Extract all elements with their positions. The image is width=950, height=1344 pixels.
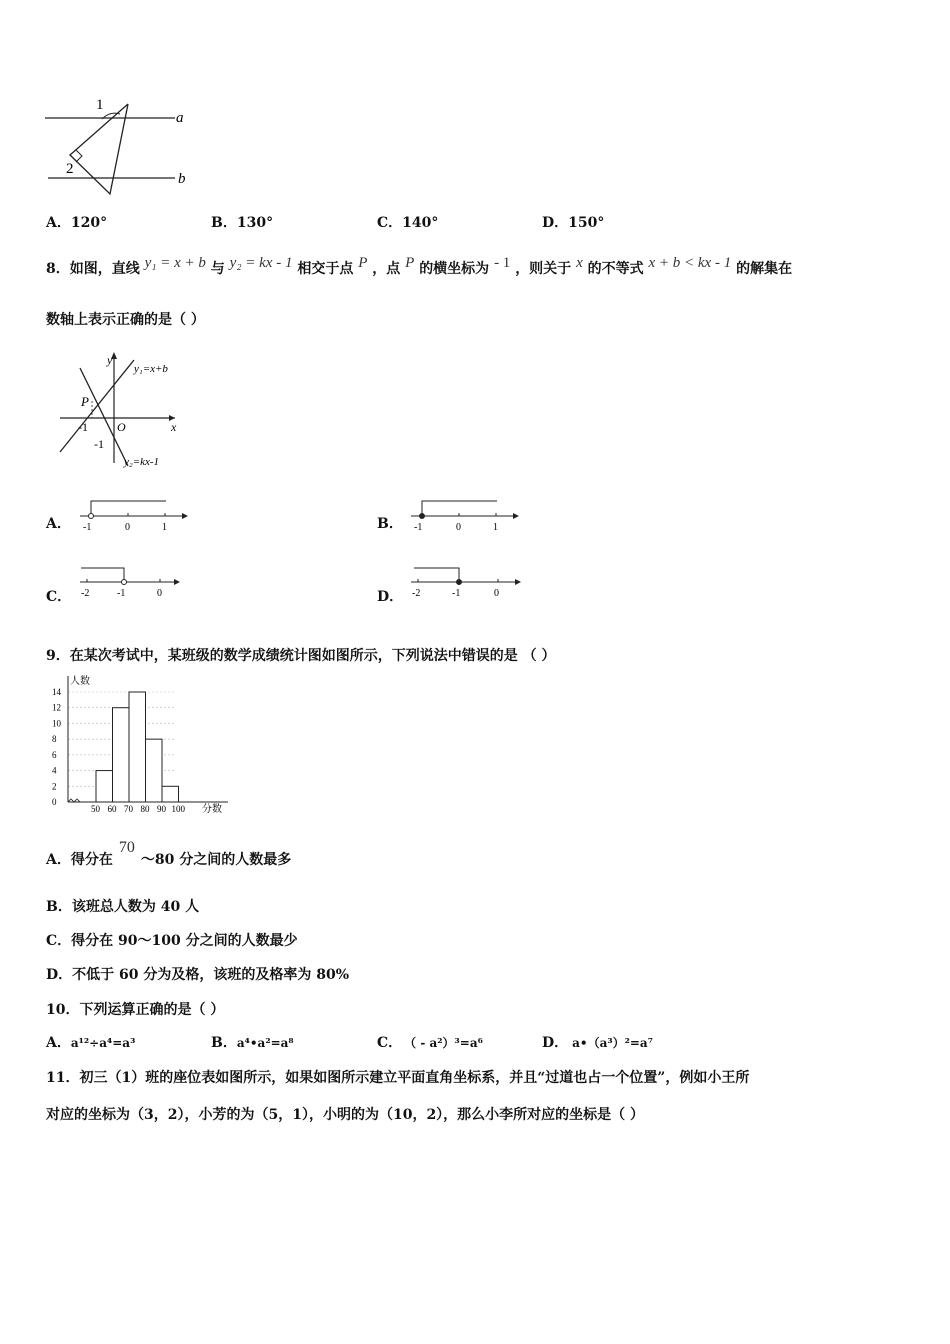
option-text: A．得分在	[46, 852, 113, 868]
y-label: y	[107, 353, 113, 367]
q10-option-a[interactable]	[46, 1032, 135, 1052]
line-b-label: b	[178, 171, 186, 187]
q8-text: 与	[210, 261, 225, 277]
q10-option-b[interactable]	[211, 1032, 294, 1052]
q7-option-d[interactable]	[542, 212, 604, 232]
x-tick-label: 90	[157, 804, 166, 814]
option-letter: D．	[542, 215, 569, 231]
q8-numberline-a	[76, 496, 196, 536]
y-tick-label: 0	[52, 797, 57, 807]
q9-option-a[interactable]	[46, 839, 292, 869]
q8-neg-one: - 1	[494, 255, 511, 271]
tick-label: -2	[81, 588, 90, 599]
q8-text: ，点	[372, 261, 401, 277]
histogram-bar	[129, 692, 146, 802]
y-tick-label: 4	[52, 765, 57, 776]
q10-question: 10．下列运算正确的是（ ）	[46, 1002, 225, 1018]
q7-option-b[interactable]	[211, 212, 273, 232]
tick-label: 0	[125, 522, 130, 533]
line-a-label: a	[176, 110, 184, 126]
q8-option-d[interactable]: D．	[377, 589, 404, 605]
option-text: （ - a²）³=a⁶	[410, 1036, 483, 1050]
q8-numberline-d	[407, 564, 527, 604]
q11-question-line1: 11．初三（1）班的座位表如图所示，如果如图所示建立平面直角坐标系，并且“过道也占一个位置”，例如小王所	[46, 1070, 750, 1086]
q7-figure	[40, 92, 200, 202]
option-letter: B．	[211, 1035, 237, 1051]
x-minus-one: -1	[78, 420, 88, 434]
q8-text: 相交于点	[297, 261, 354, 277]
option-text: 130°	[236, 215, 274, 231]
option-text: 150°	[568, 215, 605, 231]
option-letter: C．	[377, 215, 403, 231]
eq-bot-label: y₂=kx-1	[124, 456, 160, 468]
q8-graph	[50, 348, 200, 473]
x-tick-label: 70	[124, 804, 133, 814]
angle1-label: 1	[96, 97, 104, 113]
x-tick-label: 50	[91, 804, 100, 814]
histogram-bar	[96, 771, 113, 802]
option-letter: A．	[46, 215, 71, 231]
histogram-bar	[113, 708, 130, 802]
option-text: a⁴•a²=a⁸	[236, 1036, 294, 1050]
tick-label: -2	[412, 588, 421, 599]
q9-option-c[interactable]: C．得分在 90～100 分之间的人数最少	[46, 933, 298, 949]
closed-point	[457, 580, 462, 585]
q8-question-line2: 数轴上表示正确的是（ ）	[46, 312, 205, 328]
option-letter: B．	[211, 215, 237, 231]
q8-point-p: P	[405, 255, 415, 271]
tick-label: -1	[83, 522, 92, 533]
q9-question: 9．在某次考试中，某班级的数学成绩统计图如图所示，下列说法中错误的是 （ ）	[46, 648, 556, 664]
option-text: a•（a³）²=a⁷	[572, 1036, 653, 1050]
q8-numberline-c	[76, 564, 196, 604]
q8-point-p: P	[358, 255, 368, 271]
q8-inequality: x + b < kx - 1	[648, 255, 732, 271]
q9-histogram	[46, 672, 236, 820]
option-letter: C．	[377, 1035, 403, 1051]
tick-label: -1	[414, 522, 423, 533]
line-y2	[80, 368, 128, 466]
y-tick-label: 2	[52, 781, 57, 792]
eq-top-label: y₁=x+b	[134, 363, 168, 375]
q8-option-c[interactable]: C．	[46, 589, 72, 605]
x-tick-label: 100	[171, 804, 185, 814]
q11-question-line2: 对应的坐标为（3，2），小芳的为（5，1），小明的为（10，2），那么小李所对应的坐标是（ ）	[46, 1107, 645, 1123]
tick-label: 1	[493, 522, 498, 533]
q8-text: ，则关于	[515, 261, 572, 277]
q10-option-d[interactable]	[542, 1032, 653, 1052]
y-tick-label: 8	[52, 734, 57, 745]
q7-option-a[interactable]	[46, 212, 107, 232]
y-axis-label: 人数	[70, 676, 90, 687]
option-letter: A．	[46, 1035, 71, 1051]
x-tick-label: 60	[107, 804, 117, 814]
tick-label: -1	[452, 588, 461, 599]
q8-text: 8．如图，直线	[46, 261, 140, 277]
histogram-bar	[162, 786, 179, 802]
x-axis-label: 分数	[202, 804, 222, 815]
option-letter: D．	[542, 1035, 569, 1051]
tick-label: 0	[494, 588, 499, 599]
y-tick-label: 14	[52, 687, 61, 697]
q8-var-x: x	[576, 255, 583, 271]
q8-eq2: y₂ = kx - 1	[229, 255, 293, 271]
q9-option-b[interactable]: B．该班总人数为 40 人	[46, 899, 200, 915]
option-text: 140°	[402, 215, 439, 231]
q8-option-b[interactable]: B．	[377, 516, 403, 532]
tick-label: -1	[117, 588, 126, 599]
q8-eq1: y₁ = x + b	[144, 255, 206, 271]
angle2-label: 2	[66, 161, 74, 177]
y-minus-one: -1	[94, 437, 104, 451]
q7-option-c[interactable]	[377, 212, 438, 232]
q10-option-c[interactable]	[377, 1032, 483, 1052]
histogram-bar	[146, 739, 163, 802]
closed-point	[420, 514, 425, 519]
x-label: x	[171, 420, 177, 434]
x-tick-label: 80	[140, 804, 150, 814]
open-point	[122, 580, 127, 585]
option-text: 120°	[70, 215, 108, 231]
q8-text: 的不等式	[587, 261, 644, 277]
q8-question-line1	[46, 255, 793, 278]
tick-label: 1	[162, 522, 167, 533]
q9-option-d[interactable]: D．不低于 60 分为及格，该班的及格率为 80%	[46, 967, 350, 983]
q8-option-a[interactable]: A．	[46, 516, 71, 532]
option-text: ～80 分之间的人数最多	[140, 852, 292, 868]
open-point	[89, 514, 94, 519]
q8-text: 的解集在	[736, 261, 793, 277]
q8-numberline-b	[407, 496, 527, 536]
right-angle-mark	[76, 150, 82, 162]
tick-label: 0	[157, 588, 162, 599]
point-p-label: P	[81, 394, 89, 409]
q8-text: 的横坐标为	[419, 261, 490, 277]
origin-label: O	[117, 420, 126, 434]
y-tick-label: 6	[52, 749, 57, 760]
y-tick-label: 10	[52, 718, 61, 729]
option-text: a¹²÷a⁴=a³	[70, 1036, 136, 1050]
y-tick-label: 12	[52, 702, 61, 713]
option-math: 70	[118, 839, 135, 856]
tick-label: 0	[456, 522, 461, 533]
